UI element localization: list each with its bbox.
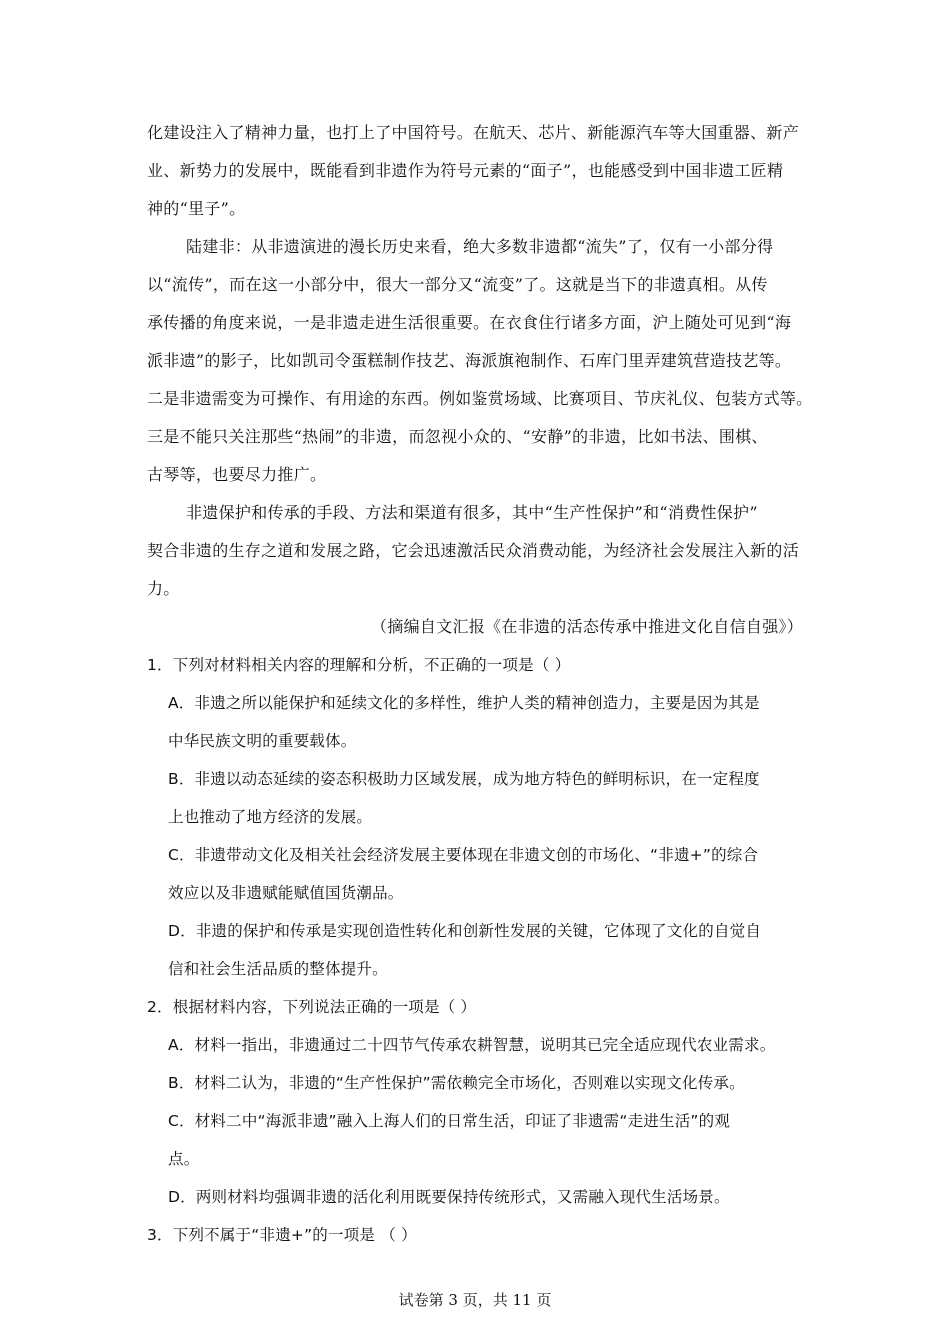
question-1-option-a: A．非遗之所以能保护和延续文化的多样性，维护人类的精神创造力，主要是因为其是	[168, 694, 760, 712]
question-3-stem: 3．下列不属于“非遗+”的一项是 （ ）	[147, 1226, 417, 1244]
source-citation: （摘编自文汇报《在非遗的活态传承中推进文化自信自强》）	[371, 617, 804, 636]
question-1-option-b: 上也推动了地方经济的发展。	[168, 808, 373, 826]
passage-line: 非遗保护和传承的手段、方法和渠道有很多，其中“生产性保护”和“消费性保护”	[186, 503, 758, 522]
passage-line: 古琴等，也要尽力推广。	[147, 465, 327, 484]
passage-line: 派非遗”的影子，比如凯司令蛋糕制作技艺、海派旗袍制作、石库门里弄建筑营造技艺等。	[147, 351, 792, 370]
question-1-option-b: B．非遗以动态延续的姿态积极助力区域发展，成为地方特色的鲜明标识，在一定程度	[168, 770, 760, 788]
question-1-stem: 1．下列对材料相关内容的理解和分析，不正确的一项是（ ）	[147, 656, 571, 674]
question-2-option-c: 点。	[168, 1150, 200, 1168]
page-footer: 试卷第 3 页，共 11 页	[398, 1291, 552, 1309]
passage-line: 化建设注入了精神力量，也打上了中国符号。在航天、芯片、新能源汽车等大国重器、新产	[147, 123, 800, 142]
question-2-option-b: B．材料二认为，非遗的“生产性保护”需依赖完全市场化，否则难以实现文化传承。	[168, 1074, 745, 1092]
question-2-option-a: A．材料一指出，非遗通过二十四节气传承农耕智慧，说明其已完全适应现代农业需求。	[168, 1036, 776, 1054]
passage-line: 业、新势力的发展中，既能看到非遗作为符号元素的“面子”，也能感受到中国非遗工匠精	[147, 161, 784, 180]
passage-line: 二是非遗需变为可操作、有用途的东西。例如鉴赏场域、比赛项目、节庆礼仪、包装方式等。	[147, 389, 813, 408]
passage-line: 三是不能只关注那些“热闹”的非遗，而忽视小众的、“安静”的非遗，比如书法、围棋、	[147, 427, 768, 446]
question-2-option-d: D．两则材料均强调非遗的活化利用既要保持传统形式，又需融入现代生活场景。	[168, 1188, 730, 1206]
question-1-option-c: 效应以及非遗赋能赋值国货潮品。	[168, 884, 404, 902]
question-2-stem: 2．根据材料内容，下列说法正确的一项是（ ）	[147, 998, 477, 1016]
passage-line: 陆建非：从非遗演进的漫长历史来看，绝大多数非遗都“流失”了，仅有一小部分得	[186, 237, 774, 256]
passage-line: 承传播的角度来说，一是非遗走进生活很重要。在衣食住行诸多方面，沪上随处可见到“海	[147, 313, 792, 332]
question-1-option-c: C．非遗带动文化及相关社会经济发展主要体现在非遗文创的市场化、“非遗+”的综合	[168, 846, 759, 864]
passage-line: 契合非遗的生存之道和发展之路，它会迅速激活民众消费动能，为经济社会发展注入新的活	[147, 541, 800, 560]
passage-line: 以“流传”，而在这一小部分中，很大一部分又“流变”了。这就是当下的非遗真相。从传	[147, 275, 768, 294]
question-1-option-d: 信和社会生活品质的整体提升。	[168, 960, 388, 978]
question-1-option-d: D．非遗的保护和传承是实现创造性转化和创新性发展的关键，它体现了文化的自觉自	[168, 922, 762, 940]
passage-line: 力。	[147, 579, 180, 598]
question-1-option-a: 中华民族文明的重要载体。	[168, 732, 357, 750]
passage-line: 神的“里子”。	[147, 199, 246, 218]
question-2-option-c: C．材料二中“海派非遗”融入上海人们的日常生活，印证了非遗需“走进生活”的观	[168, 1112, 731, 1130]
